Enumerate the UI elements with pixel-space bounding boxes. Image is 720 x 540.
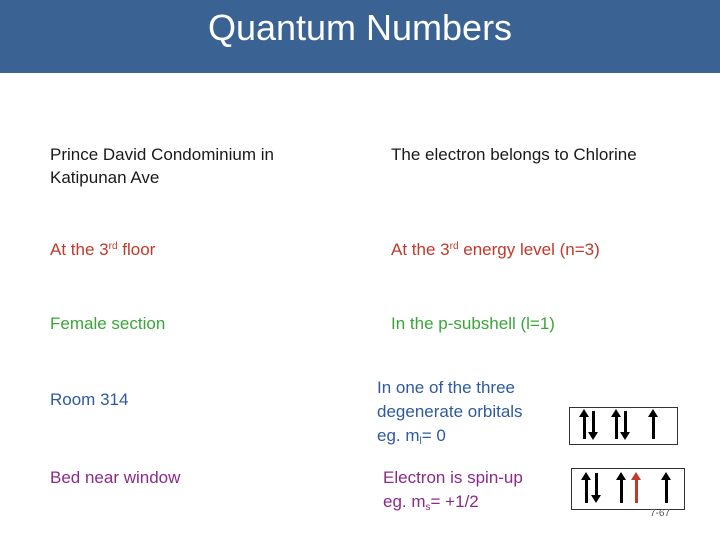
spin-up-arrow: [615, 416, 618, 439]
row4-right-line3-post: = 0: [421, 426, 446, 445]
spin-up-arrow: [585, 479, 588, 503]
row5-left: Bed near window: [50, 468, 181, 487]
row2-left: [50, 238, 155, 261]
row1-left-line2: Katipunan Ave: [50, 168, 160, 187]
row4-right-line3-sub: l: [419, 436, 422, 447]
row2-right-pre: At the 3: [391, 240, 450, 259]
row3-right: In the p-subshell (l=1): [391, 314, 555, 333]
row2-right-sup: rd: [449, 241, 459, 252]
row5-right-line1: Electron is spin-up: [383, 468, 523, 487]
row1-right: The electron belongs to Chlorine: [391, 145, 637, 164]
orbital-box-ms: [571, 468, 685, 510]
row3-left: Female section: [50, 314, 166, 333]
spin-up-arrow: [665, 479, 668, 503]
page-title: Quantum Numbers: [207, 7, 513, 48]
page-number: 7-67: [650, 508, 671, 519]
spin-up-arrow: [583, 416, 586, 439]
spin-down-arrow: [624, 411, 627, 433]
row2-left-sup: rd: [108, 241, 118, 252]
title-bar: [0, 0, 720, 73]
row5-right-line2-sub: s: [425, 502, 431, 513]
spin-up-arrow-highlight: [635, 479, 638, 503]
row4-left: Room 314: [50, 390, 129, 409]
row2-left-pre: At the 3: [50, 240, 109, 259]
row2-right: [391, 238, 600, 261]
row4-right-line3: [377, 424, 446, 447]
spin-up-arrow: [620, 479, 623, 503]
row5-right-line2-pre: eg. m: [383, 492, 426, 511]
row4-right-line2: degenerate orbitals: [377, 402, 523, 421]
row5-right-line2: [383, 490, 479, 513]
row5-right-line2-post: = +1/2: [430, 492, 479, 511]
row4-right-line1: In one of the three: [377, 378, 515, 397]
row4-right-line3-pre: eg. m: [377, 426, 420, 445]
row2-left-post: floor: [117, 240, 156, 259]
spin-down-arrow: [595, 473, 598, 496]
row2-right-post: energy level (n=3): [458, 240, 600, 259]
spin-down-arrow: [592, 411, 595, 433]
spin-up-arrow: [652, 416, 655, 439]
row1-left-line1: Prince David Condominium in: [50, 145, 274, 164]
orbital-box-mli: [569, 407, 678, 445]
